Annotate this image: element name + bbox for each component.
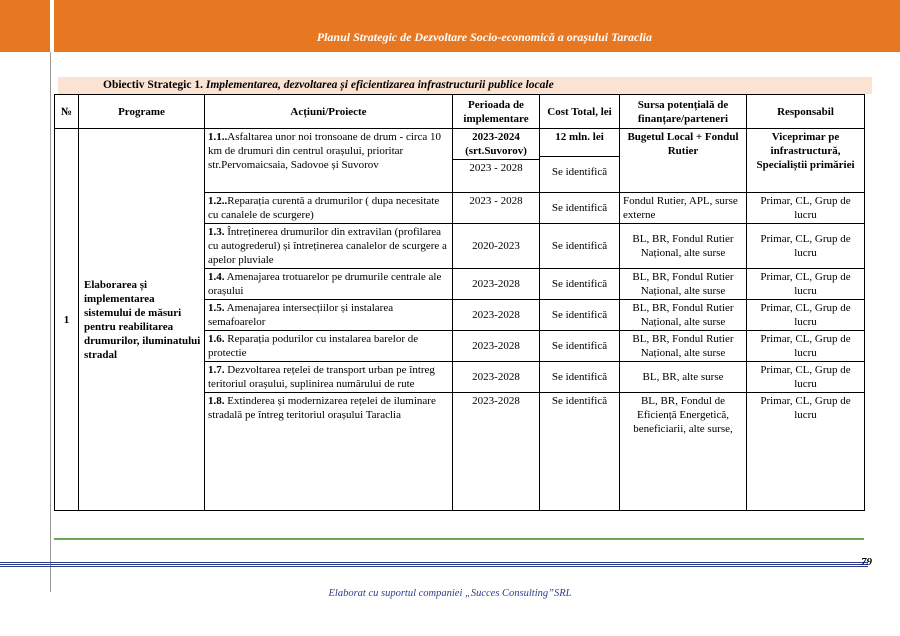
action-text: Întreținerea drumurilor din extravilan (profilarea cu autogrederul) și întreținerea canalelor de scurgere a apelor pluviale bbox=[208, 226, 447, 266]
action-cell bbox=[205, 300, 453, 331]
page-number: 79 bbox=[861, 556, 872, 568]
source-cell: Bugetul Local + Fondul Rutier bbox=[620, 129, 747, 193]
cost-cell: Se identifică bbox=[540, 362, 620, 393]
margin-line bbox=[50, 52, 51, 592]
action-cell bbox=[205, 129, 453, 193]
col-header-period: Perioada de implementare bbox=[453, 95, 540, 129]
program-name: Elaborarea și implementarea sistemului de măsuri pentru reabilitarea drumurilor, iluminatului stradal bbox=[79, 129, 205, 511]
responsible-cell: Primar, CL, Grup de lucru bbox=[747, 224, 865, 269]
action-cell bbox=[205, 224, 453, 269]
period-cell: 2023-2028 bbox=[453, 269, 540, 300]
cost-cell: Se identifică bbox=[540, 331, 620, 362]
source-cell: BL, BR, Fondul Rutier Național, alte surse bbox=[620, 269, 747, 300]
period-value: 2023-2024 (srt.Suvorov) bbox=[453, 129, 539, 160]
objective-prefix: Obiectiv Strategic 1. bbox=[103, 79, 203, 91]
action-cell bbox=[205, 193, 453, 224]
action-number: 1.5. bbox=[208, 302, 225, 314]
action-number: 1.8. bbox=[208, 395, 225, 407]
responsible-cell: Primar, CL, Grup de lucru bbox=[747, 362, 865, 393]
responsible-cell: Primar, CL, Grup de lucru bbox=[747, 393, 865, 511]
period-cell: 2023-2028 bbox=[453, 300, 540, 331]
action-text: Asfaltarea unor noi tronsoane de drum - circa 10 km de drumuri din centrul orașului, prioritar str.Pervomaicsaia, Sadovoe și Suvorov bbox=[208, 131, 442, 171]
period-cell: 2023-2028 bbox=[453, 362, 540, 393]
cost-cell: Se identifică bbox=[540, 393, 620, 511]
responsible-cell: Viceprimar pe infrastructură, Specialiștii primăriei bbox=[747, 129, 865, 193]
responsible-cell: Primar, CL, Grup de lucru bbox=[747, 331, 865, 362]
period-cell: 2020-2023 bbox=[453, 224, 540, 269]
action-cell bbox=[205, 269, 453, 300]
period-cell bbox=[453, 129, 540, 193]
header-side-block bbox=[0, 0, 50, 52]
col-header-responsible: Responsabil bbox=[747, 95, 865, 129]
source-cell: BL, BR, Fondul de Eficiență Energetică, beneficiarii, alte surse, bbox=[620, 393, 747, 511]
objective-heading bbox=[58, 77, 872, 94]
action-number: 1.3. bbox=[208, 226, 225, 238]
action-cell bbox=[205, 393, 453, 511]
action-number: 1.7. bbox=[208, 364, 225, 376]
table-row bbox=[55, 129, 865, 193]
action-number: 1.2.. bbox=[208, 195, 228, 207]
period-cell: 2023-2028 bbox=[453, 393, 540, 511]
cost-cell: Se identifică bbox=[540, 224, 620, 269]
col-header-source: Sursa potențială de finanțare/parteneri bbox=[620, 95, 747, 129]
period-cell: 2023-2028 bbox=[453, 331, 540, 362]
table-header-row bbox=[55, 95, 865, 129]
period-cell: 2023 - 2028 bbox=[453, 193, 540, 224]
cost-cell: Se identifică bbox=[540, 193, 620, 224]
action-text: Reparația curentă a drumurilor ( dupa necesitate cu canalele de scurgere) bbox=[208, 195, 440, 221]
cost-value: 12 mln. lei bbox=[540, 129, 619, 157]
col-header-programs: Programe bbox=[79, 95, 205, 129]
action-text: Dezvoltarea rețelei de transport urban pe întreg teritoriul orașului, suplinirea numărului de rute bbox=[208, 364, 435, 390]
action-text: Reparația podurilor cu instalarea barelor de protectie bbox=[208, 333, 419, 359]
action-cell bbox=[205, 362, 453, 393]
action-cell bbox=[205, 331, 453, 362]
col-header-actions: Acțiuni/Proiecte bbox=[205, 95, 453, 129]
source-cell: BL, BR, Fondul Rutier Național, alte surse bbox=[620, 224, 747, 269]
source-cell: BL, BR, Fondul Rutier Național, alte surse bbox=[620, 331, 747, 362]
cost-cell: Se identifică bbox=[540, 300, 620, 331]
responsible-cell: Primar, CL, Grup de lucru bbox=[747, 269, 865, 300]
plan-table bbox=[54, 94, 865, 511]
action-text: Extinderea și modernizarea rețelei de iluminare stradală pe întreg teritoriul orașului Taraclia bbox=[208, 395, 436, 421]
cost-cell bbox=[540, 129, 620, 193]
responsible-cell: Primar, CL, Grup de lucru bbox=[747, 300, 865, 331]
action-number: 1.4. bbox=[208, 271, 225, 283]
action-text: Amenajarea trotuarelor pe drumurile centrale ale orașului bbox=[208, 271, 442, 297]
col-header-cost: Cost Total, lei bbox=[540, 95, 620, 129]
cost-cell: Se identifică bbox=[540, 269, 620, 300]
cost-value-2: Se identifică bbox=[551, 166, 608, 178]
action-number: 1.1.. bbox=[208, 131, 228, 143]
footer-rule bbox=[0, 562, 868, 568]
period-value-2: 2023 - 2028 bbox=[469, 162, 523, 174]
source-cell: BL, BR, alte surse bbox=[620, 362, 747, 393]
objective-text: Implementarea, dezvoltarea și eficientizarea infrastructurii publice locale bbox=[205, 79, 554, 91]
action-text: Amenajarea intersecțiilor și instalarea semafoarelor bbox=[208, 302, 394, 328]
col-header-number: № bbox=[55, 95, 79, 129]
document-title: Planul Strategic de Dezvoltare Socio-economică a orașului Taraclia bbox=[316, 30, 652, 44]
responsible-cell: Primar, CL, Grup de lucru bbox=[747, 193, 865, 224]
source-cell: BL, BR, Fondul Rutier Național, alte surse bbox=[620, 300, 747, 331]
table-bottom-rule bbox=[54, 538, 864, 540]
program-number: 1 bbox=[55, 129, 79, 511]
action-number: 1.6. bbox=[208, 333, 225, 345]
header-bar bbox=[54, 0, 900, 52]
footer-credit: Elaborat cu suportul companiei „Succes Consulting”SRL bbox=[328, 588, 572, 599]
source-cell: Fondul Rutier, APL, surse externe bbox=[620, 193, 747, 224]
